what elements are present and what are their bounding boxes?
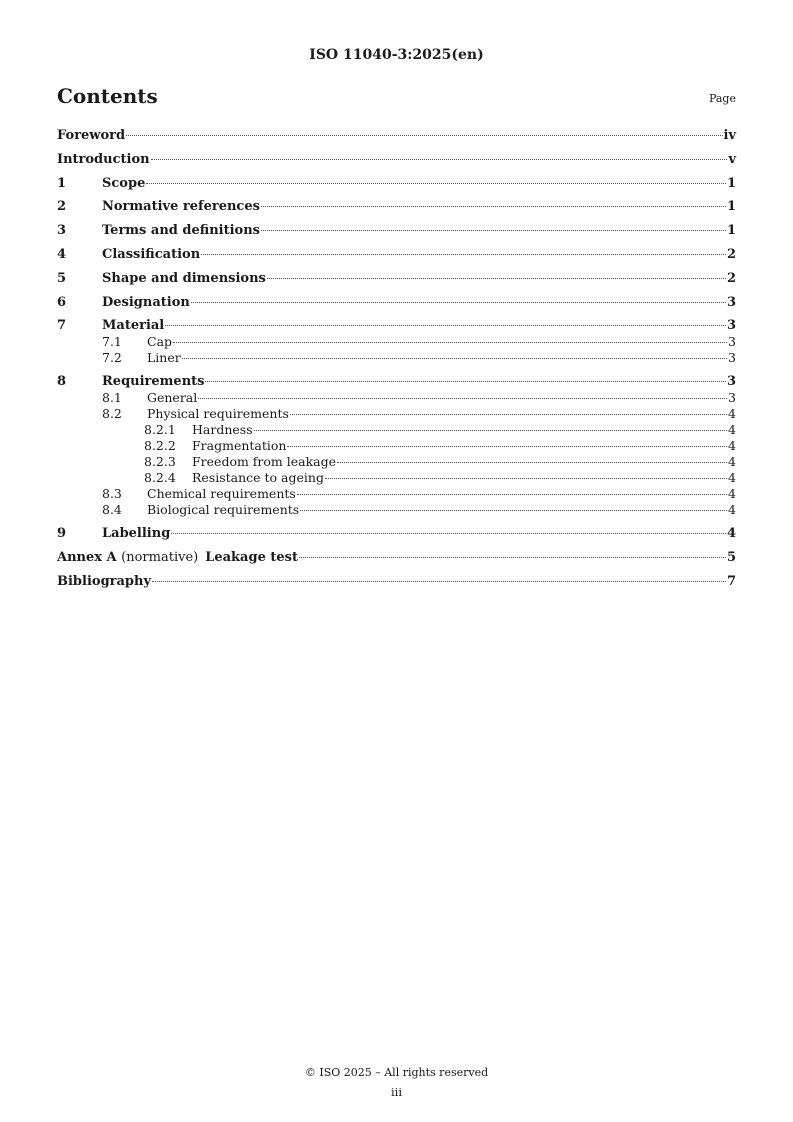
dot-leader (299, 557, 726, 558)
toc-entry-biological-requirements[interactable] (57, 502, 736, 518)
dot-leader (165, 325, 726, 326)
toc-page: 1 (726, 199, 736, 215)
toc-number: 7.2 (102, 350, 122, 366)
toc-entry-foreword[interactable] (57, 128, 736, 144)
toc-title: Designation (102, 294, 190, 310)
toc-page: iv (723, 128, 736, 143)
toc-page: 4 (728, 438, 736, 454)
toc-title: Labelling (102, 525, 171, 541)
toc-page: 7 (726, 573, 736, 589)
dot-leader (146, 183, 726, 184)
toc-number: 8.3 (102, 486, 122, 502)
dot-leader (171, 533, 726, 534)
toc-page: 5 (726, 549, 736, 565)
dot-leader (325, 478, 727, 479)
toc-page: v (728, 151, 736, 167)
toc-entry-terms-and-definitions[interactable] (57, 223, 736, 239)
toc-title: Material (102, 318, 165, 334)
toc-entry-freedom-from-leakage[interactable] (57, 454, 736, 470)
dot-leader (300, 510, 727, 511)
dot-leader (201, 254, 726, 255)
document-id: ISO 11040-3:2025(en) (309, 47, 484, 63)
page-number: iii (390, 1085, 403, 1099)
toc-title: Classification (102, 246, 201, 262)
toc-entry-labelling[interactable] (57, 526, 736, 542)
toc-entry-chemical-requirements[interactable] (57, 486, 736, 502)
toc-title: Biological requirements (147, 502, 300, 518)
dot-leader (261, 230, 726, 231)
toc-page: 4 (728, 486, 736, 502)
dot-leader (205, 381, 725, 382)
contents-title: Contents (57, 84, 158, 108)
dot-leader (287, 446, 727, 447)
toc-page: 4 (728, 502, 736, 518)
toc-entry-hardness[interactable] (57, 422, 736, 438)
toc-page: 3 (728, 390, 736, 406)
toc-title: Requirements (102, 374, 205, 390)
toc-number: 4 (57, 246, 67, 262)
toc-page: 3 (726, 318, 736, 334)
toc-number: 8 (57, 374, 67, 390)
toc-number: 8.2.4 (144, 470, 176, 486)
toc-page: 4 (726, 525, 736, 541)
toc-title: Liner (147, 350, 181, 366)
toc-entry-requirements[interactable] (57, 374, 736, 390)
toc-number: 8.2 (102, 406, 122, 422)
toc-title: Hardness (192, 422, 253, 438)
toc-entry-material[interactable] (57, 318, 736, 334)
toc-number: 9 (57, 525, 67, 541)
toc-entry-resistance-to-ageing[interactable] (57, 470, 736, 486)
copyright-notice: © ISO 2025 – All rights reserved (304, 1066, 489, 1079)
dot-leader (151, 159, 728, 160)
toc-number: 3 (57, 223, 67, 239)
toc-number: 6 (57, 294, 67, 310)
toc-entry-shape-and-dimensions[interactable] (57, 271, 736, 287)
toc-title: Introduction (57, 151, 150, 167)
toc-page: 4 (728, 470, 736, 486)
dot-leader (182, 358, 727, 359)
dot-leader (254, 430, 727, 431)
toc-page: 1 (726, 175, 736, 191)
toc-page: 1 (726, 223, 736, 239)
toc-number: 8.2.2 (144, 438, 176, 454)
toc-title: Foreword (57, 128, 126, 143)
toc-number: 5 (57, 270, 67, 286)
toc-title: Physical requirements (147, 406, 289, 422)
toc-entry-fragmentation[interactable] (57, 438, 736, 454)
toc-entry-designation[interactable] (57, 295, 736, 311)
toc-entry-liner[interactable] (57, 350, 736, 366)
toc-title: Scope (102, 175, 146, 191)
toc-page: 3 (728, 350, 736, 366)
toc-entry-cap[interactable] (57, 334, 736, 350)
toc-page: 3 (726, 294, 736, 310)
toc-title: General (147, 390, 198, 406)
toc-page: 3 (726, 374, 736, 390)
toc-entry-normative-references[interactable] (57, 199, 736, 215)
toc-title: Fragmentation (192, 438, 287, 454)
toc-title: Bibliography (57, 573, 152, 589)
toc-page: 4 (728, 422, 736, 438)
toc-number: 1 (57, 175, 67, 191)
toc-page: 4 (728, 406, 736, 422)
dot-leader (267, 278, 726, 279)
dot-leader (261, 206, 726, 207)
dot-leader (198, 398, 727, 399)
toc-title: Terms and definitions (102, 223, 260, 239)
dot-leader (173, 342, 727, 343)
toc-entry-physical-requirements[interactable] (57, 406, 736, 422)
toc-title: Chemical requirements (147, 486, 296, 502)
dot-leader (126, 135, 722, 136)
toc-title: Freedom from leakage (192, 454, 337, 470)
toc-number: 8.4 (102, 502, 122, 518)
toc-page: 2 (726, 246, 736, 262)
toc-number: 7.1 (102, 334, 122, 350)
dot-leader (297, 494, 727, 495)
dot-leader (337, 462, 727, 463)
toc-entry-scope[interactable] (57, 176, 736, 192)
toc-entry-general[interactable] (57, 390, 736, 406)
toc-entry-introduction[interactable] (57, 152, 736, 168)
toc-title: Resistance to ageing (192, 470, 324, 486)
toc-number: 8.2.1 (144, 422, 176, 438)
dot-leader (290, 414, 727, 415)
annex-status: (normative) (121, 549, 199, 565)
table-of-contents (57, 128, 736, 590)
dot-leader (191, 302, 726, 303)
toc-entry-bibliography[interactable] (57, 574, 736, 590)
toc-number: 7 (57, 318, 67, 334)
toc-number: 2 (57, 199, 67, 215)
toc-page: 3 (728, 334, 736, 350)
toc-page: 4 (728, 454, 736, 470)
toc-number: 8.1 (102, 390, 122, 406)
toc-title: Leakage test (205, 549, 298, 565)
toc-entry-classification[interactable] (57, 247, 736, 263)
toc-title: Normative references (102, 199, 260, 215)
toc-title: Shape and dimensions (102, 270, 266, 286)
annex-label: Annex A (57, 549, 117, 565)
toc-title: Cap (147, 334, 173, 350)
page-column-label: Page (708, 92, 736, 105)
toc-number: 8.2.3 (144, 454, 176, 470)
toc-entry-annex-a[interactable] (57, 550, 736, 566)
dot-leader (152, 581, 726, 582)
toc-page: 2 (726, 270, 736, 286)
